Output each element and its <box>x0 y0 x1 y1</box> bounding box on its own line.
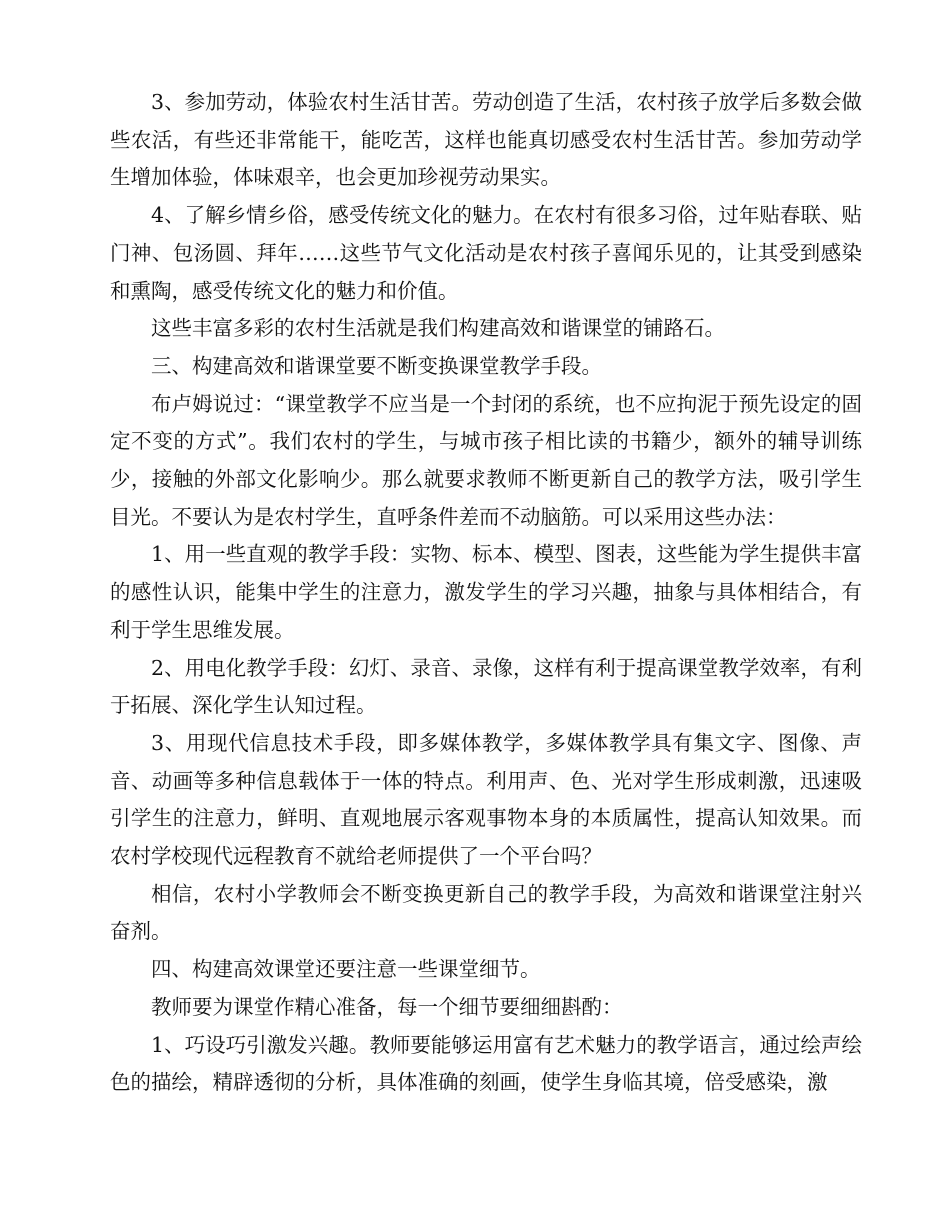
paragraph-belief: 相信，农村小学教师会不断变换更新自己的教学手段，为高效和谐课堂注射兴奋剂。 <box>110 881 862 944</box>
section-heading-3: 三、构建高效和谐课堂要不断变换课堂教学手段。 <box>151 353 602 378</box>
document-page <box>110 84 862 1102</box>
paragraph-bloom-quote: 布卢姆说过：“课堂教学不应当是一个封闭的系统，也不应拘泥于预先设定的固定不变的方式”。我们农村的学生，与城市孩子相比读的书籍少，额外的辅导训练少，接触的外部文化影响少。那么就要求教师不断更新自己的教学方法，吸引学生目光。不要认为是农村学生，直呼条件差而不动脑筋。可以采用这些办法： <box>110 391 862 529</box>
paragraph-electronic-means: 2、用电化教学手段：幻灯、录音、录像，这样有利于提高课堂教学效率，有利于拓展、深化学生认知过程。 <box>110 655 862 718</box>
paragraph-interest: 1、巧设巧引激发兴趣。教师要能够运用富有艺术魅力的教学语言，通过绘声绘色的描绘，精辟透彻的分析，具体准确的刻画，使学生身临其境，倍受感染，激 <box>110 1032 862 1095</box>
paragraph-labor: 3、参加劳动，体验农村生活甘苦。劳动创造了生活，农村孩子放学后多数会做些农活，有些还非常能干，能吃苦，这样也能真切感受农村生活甘苦。参加劳动学生增加体验，体味艰辛，也会更加珍视劳动果实。 <box>110 90 862 190</box>
section-heading-4: 四、构建高效课堂还要注意一些课堂细节。 <box>151 957 541 982</box>
paragraph-customs: 4、了解乡情乡俗，感受传统文化的魅力。在农村有很多习俗，过年贴春联、贴门神、包汤圆、拜年……这些节气文化活动是农村孩子喜闻乐见的，让其受到感染和熏陶，感受传统文化的魅力和价值。 <box>110 203 862 303</box>
paragraph-preparation: 教师要为课堂作精心准备，每一个细节要细细斟酌： <box>151 994 623 1019</box>
paragraph-multimedia: 3、用现代信息技术手段，即多媒体教学，多媒体教学具有集文字、图像、声音、动画等多种信息载体于一体的特点。利用声、色、光对学生形成刺激，迅速吸引学生的注意力，鲜明、直观地展示客观事物本身的本质属性，提高认知效果。而农村学校现代远程教育不就给老师提供了一个平台吗？ <box>110 730 862 869</box>
paragraph-paving-stone: 这些丰富多彩的农村生活就是我们构建高效和谐课堂的铺路石。 <box>151 316 725 341</box>
paragraph-intuitive-means: 1、用一些直观的教学手段：实物、标本、模型、图表，这些能为学生提供丰富的感性认识，能集中学生的注意力，激发学生的学习兴趣，抽象与具体相结合，有利于学生思维发展。 <box>110 542 862 642</box>
